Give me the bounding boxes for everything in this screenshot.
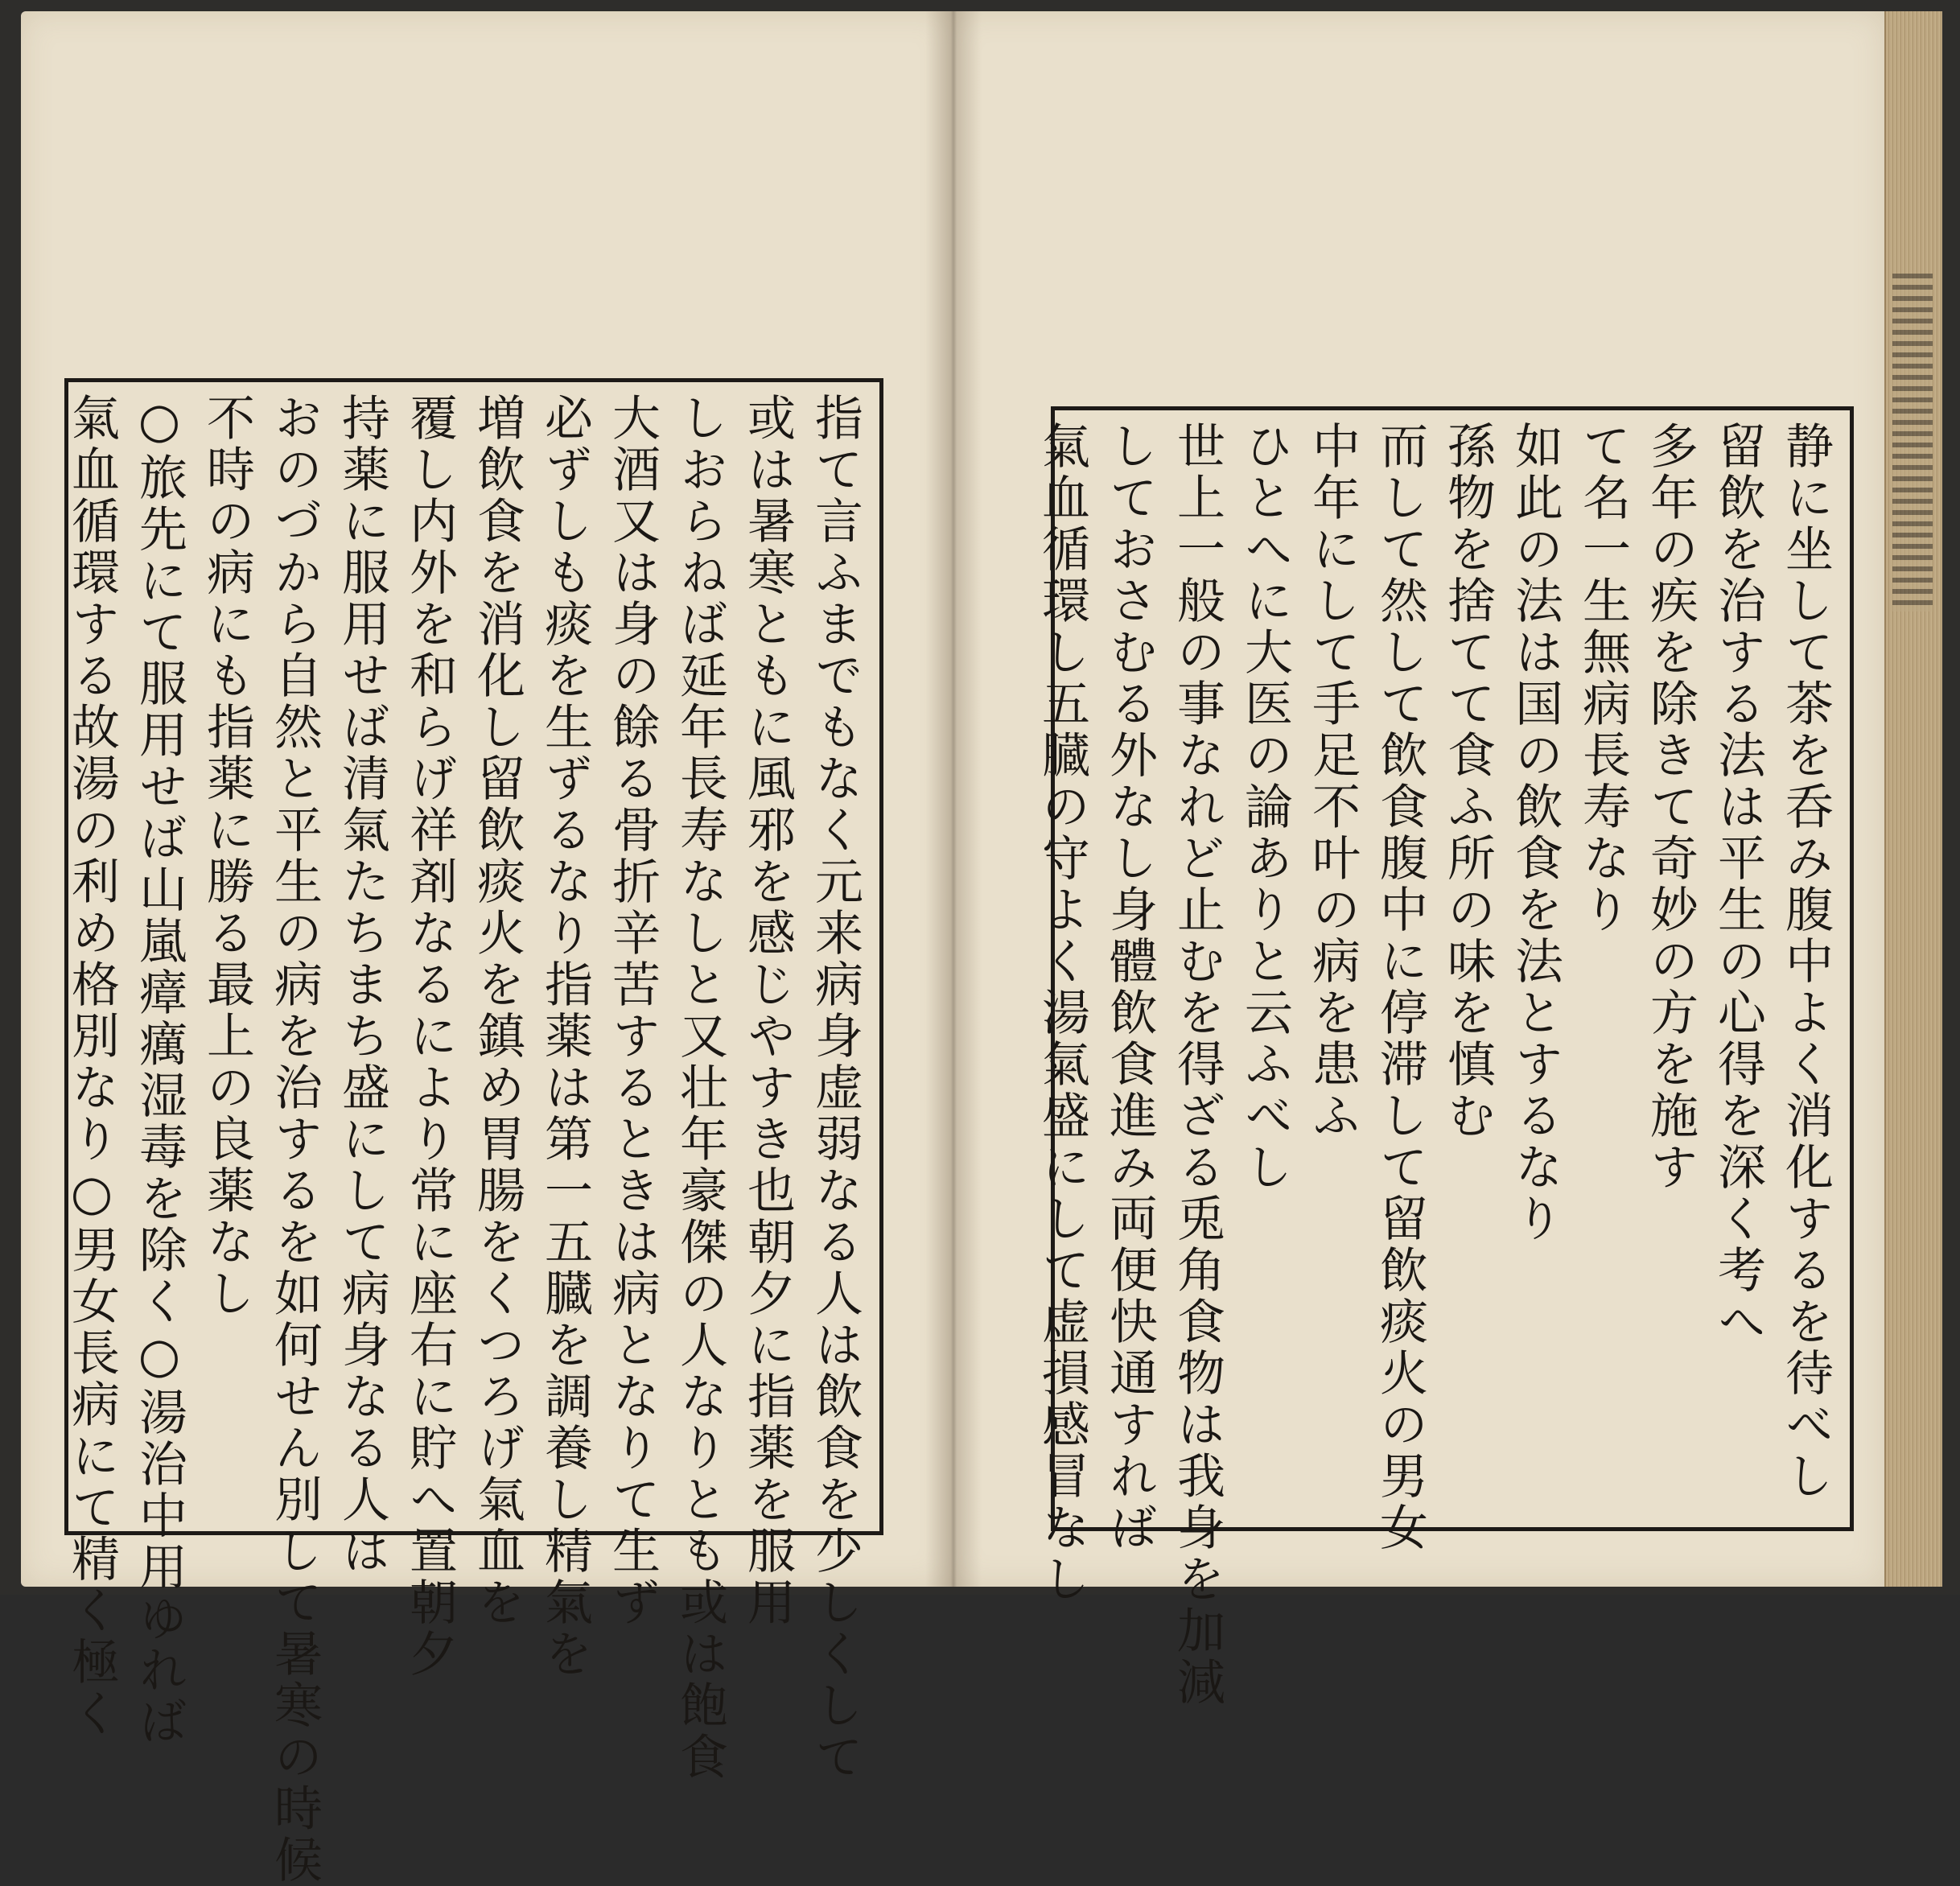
text-column: ○旅先にて服用せば山嵐瘴癘湿毒を除く○湯治中用ゆれば [131,393,187,1748]
text-column: 不時の病にも指薬に勝る最上の良薬なし [199,393,255,1320]
text-column: しおらねば延年長寿なしと又壮年豪傑の人なりとも或は飽食 [672,393,728,1783]
text-column: て名一生無病長寿なり [1575,421,1631,936]
text-column: 指て言ふまでもなく元来病身虚弱なる人は飲食を少しくして [807,393,863,1783]
text-column: 覆し内外を和らげ祥剤なるにより常に座右に貯へ置朝夕 [401,393,458,1680]
text-column: 孫物を捨てて食ふ所の味を慎む [1439,421,1496,1142]
right-text-frame [1034,406,1854,1708]
text-column: 世上一般の事なれど止むを得ざる兎角食物は我身を加減 [1169,421,1225,1708]
text-column: 必ずしも痰を生ずるなり指薬は第一五臓を調養し精氣を [537,393,593,1680]
text-column: 而して然して飲食腹中に停滞して留飲痰火の男女 [1372,421,1428,1554]
text-column: 留飲を治する法は平生の心得を深く考へ [1710,421,1766,1348]
text-column: 如此の法は国の飲食を法とするなり [1507,421,1563,1245]
fore-edge-mark [1892,274,1933,612]
text-column: 氣血循環する故湯の利め格別なり○男女長病にて精く極く [64,393,120,1740]
text-column: ひとへに大医の論ありと云ふべし [1237,421,1293,1193]
text-column: 中年にして手足不叶の病を患ふ [1304,421,1361,1142]
text-column: 氣血循環し五臓の守よく湯氣盛にして虚損感冒なし [1034,421,1090,1605]
text-column: しておさむる外なし身體飲食進み両便快通すれば [1101,421,1158,1554]
text-column: 或は暑寒ともに風邪を感じやすき也朝夕に指薬を服用 [739,393,796,1629]
left-text-block [64,393,869,1886]
text-column: 大酒又は身の餘る骨折辛苦するときは病となりて生ず [604,393,661,1629]
text-column: 静に坐して茶を呑み腹中よく消化するを待べし [1777,421,1834,1502]
right-text-block [1034,421,1839,1708]
text-column: 持薬に服用せば清氣たちまち盛にして病身なる人は [334,393,390,1577]
left-text-frame [64,378,883,1886]
text-column: 多年の疾を除きて奇妙の方を施す [1642,421,1699,1193]
text-column: おのづから自然と平生の病を治するを如何せん別して暑寒の時候 [266,393,323,1886]
text-column: 増飲食を消化し留飲痰火を鎮め胃腸をくつろげ氣血を [469,393,525,1629]
page-fore-edge [1884,11,1942,1587]
